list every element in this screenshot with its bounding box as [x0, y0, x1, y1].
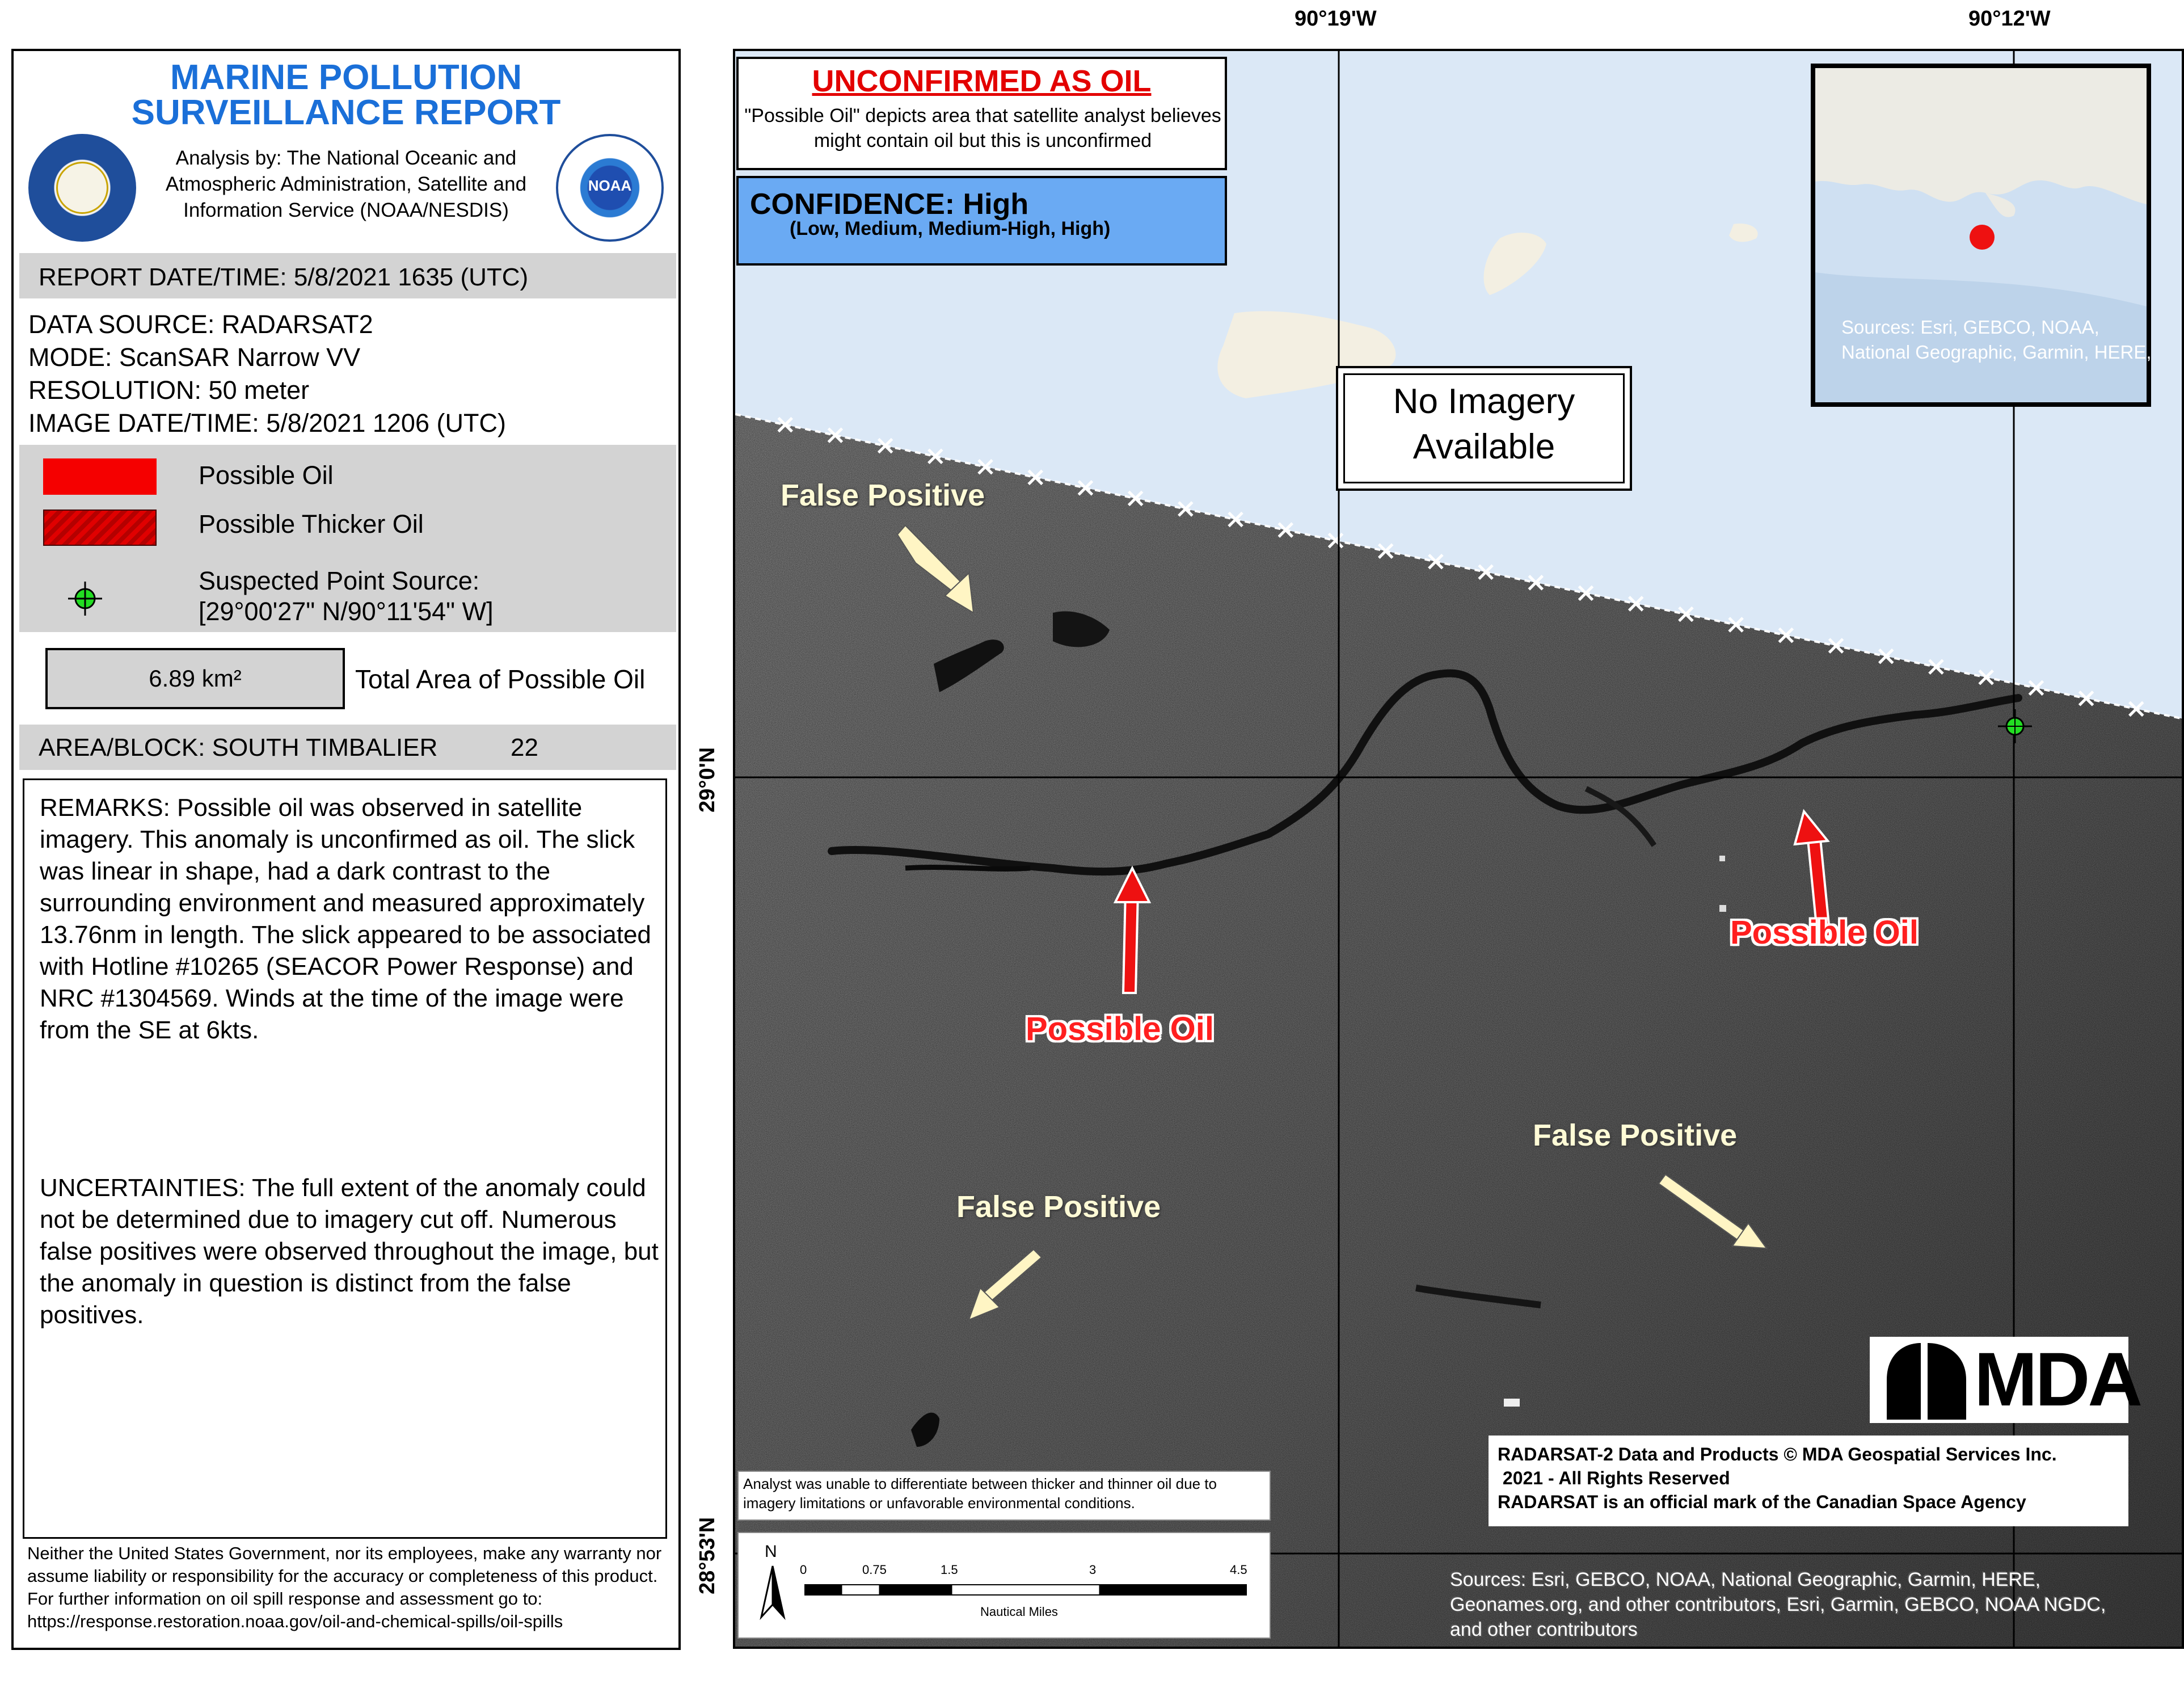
disclaimer — [27, 1542, 668, 1633]
bright-target — [1719, 856, 1725, 861]
false-positive-label-1: False Positive — [781, 478, 985, 512]
report-datetime: REPORT DATE/TIME: 5/8/2021 1635 (UTC) — [39, 263, 529, 291]
data-source: DATA SOURCE: RADARSAT2 — [28, 310, 373, 339]
legend-point-source-coords: [29°00'27" N/90°11'54" W] — [199, 597, 494, 626]
report-datetime-bar — [19, 253, 676, 298]
possible-thicker-oil-swatch — [43, 510, 157, 546]
title-line-1: MARINE POLLUTION — [170, 58, 522, 97]
north-label: N — [765, 1542, 777, 1561]
mode: MODE: ScanSAR Narrow VV — [28, 343, 361, 372]
false-positive-label-3: False Positive — [1533, 1118, 1738, 1152]
mda-logo-mark-icon — [1881, 1340, 1972, 1420]
no-imagery-line-2: Available — [1413, 427, 1555, 466]
mda-logo-text: MDA — [1974, 1337, 2141, 1422]
disclaimer-info: For further information on oil spill response and assessment go to: — [27, 1589, 543, 1609]
scale-tick-4: 4.5 — [1230, 1563, 1247, 1577]
inset-location-dot — [1970, 225, 1995, 250]
bright-target — [1719, 905, 1726, 912]
confidence-scale: (Low, Medium, Medium-High, High) — [790, 218, 1111, 239]
copyright-line-1: RADARSAT-2 Data and Products © MDA Geospatial Services Inc. — [1498, 1444, 2057, 1464]
possible-oil-label-2: Possible Oil — [1730, 914, 1919, 951]
unconfirmed-title: UNCONFIRMED AS OIL — [812, 64, 1152, 98]
map-sources: Sources: Esri, GEBCO, NOAA, National Geographic, Garmin, HERE, Geonames.org, and other contributors, Esri, Garmin, GEBCO, NOAA NGDC, and other contributors — [1450, 1569, 2106, 1640]
disclaimer-liability: Neither the United States Government, nor its employees, make any warranty nor assume liability or responsibility for the accuracy or completeness of this product. — [27, 1543, 662, 1586]
possible-oil-swatch — [43, 458, 157, 495]
analyst-note: Analyst was unable to differentiate between thicker and thinner oil due to imagery limitations or unfavorable environmental conditions. — [743, 1475, 1217, 1512]
remarks-text: REMARKS: Possible oil was observed in satellite imagery. This anomaly is unconfirmed as oil. The slick was linear in shape, had a dark contrast to the surrounding environment and measured approximately 13.76nm in length. The slick appeared to be associated with Hotline #10265 (SEACOR Power Response) and NRC #1304569. Winds at the time of the image were from the SE at 6kts. — [40, 794, 651, 1044]
total-area-value: 6.89 km² — [45, 648, 345, 709]
area-block-number: 22 — [511, 734, 538, 761]
noaa-logo-text: NOAA — [588, 177, 632, 194]
legend-possible-thicker-oil: Possible Thicker Oil — [199, 510, 424, 538]
scale-units: Nautical Miles — [980, 1605, 1058, 1619]
legend-point-source-label: Suspected Point Source: — [199, 566, 480, 595]
copyright-line-2: 2021 - All Rights Reserved — [1498, 1468, 1730, 1488]
total-area-label: Total Area of Possible Oil — [355, 664, 646, 694]
no-imagery-line-1: No Imagery — [1393, 382, 1575, 421]
resolution: RESOLUTION: 50 meter — [28, 376, 310, 405]
false-positive-label-2: False Positive — [956, 1190, 1161, 1224]
copyright-line-3: RADARSAT is an official mark of the Canadian Space Agency — [1498, 1492, 2026, 1512]
lat-label-1: 29°0'N — [695, 747, 719, 813]
report-header — [11, 49, 681, 219]
area-block-bar — [19, 725, 676, 770]
copyright-text — [1498, 1442, 2122, 1514]
lon-label-2: 90°12'W — [1968, 7, 2051, 31]
possible-oil-label-1: Possible Oil — [1026, 1011, 1214, 1047]
confidence-title: CONFIDENCE: High — [750, 188, 1029, 221]
title-line-2: SURVEILLANCE REPORT — [131, 93, 561, 132]
scale-tick-1: 0.75 — [862, 1563, 887, 1577]
unconfirmed-description: "Possible Oil" depicts area that satellite analyst believes might contain oil but this is unconfirmed — [744, 105, 1221, 151]
lat-label-2: 28°53'N — [695, 1517, 719, 1594]
scale-tick-2: 1.5 — [941, 1563, 958, 1577]
scale-tick-3: 3 — [1089, 1563, 1097, 1577]
lon-label-1: 90°19'W — [1295, 7, 1377, 31]
area-block-label: AREA/BLOCK: SOUTH TIMBALIER — [39, 734, 438, 761]
scale-bar — [804, 1584, 1247, 1596]
legend-possible-oil: Possible Oil — [199, 461, 334, 490]
noaa-logo-icon — [556, 134, 664, 242]
department-of-commerce-seal-icon — [28, 134, 136, 242]
analysis-by-text: Analysis by: The National Oceanic and Atmospheric Administration, Satellite and Information Service (NOAA/NESDIS) — [165, 147, 527, 221]
uncertainties-text: UNCERTAINTIES: The full extent of the anomaly could not be determined due to imagery cut off. Numerous false positives were observed throughout the image, but the anomaly in question is distinct from the false positives. — [40, 1174, 659, 1329]
image-datetime: IMAGE DATE/TIME: 5/8/2021 1206 (UTC) — [28, 409, 506, 437]
oil-slick-segment — [905, 868, 1030, 869]
point-source-target-icon — [68, 582, 102, 616]
no-imagery-text — [1336, 379, 1632, 470]
report-title — [11, 60, 681, 131]
bright-target — [1504, 1399, 1520, 1407]
inset-sources: Sources: Esri, GEBCO, NOAA, National Geographic, Garmin, HERE, — [1841, 317, 2152, 363]
scale-tick-0: 0 — [800, 1563, 807, 1577]
disclaimer-link[interactable]: https://response.restoration.noaa.gov/oil-and-chemical-spills/oil-spills — [27, 1611, 563, 1631]
